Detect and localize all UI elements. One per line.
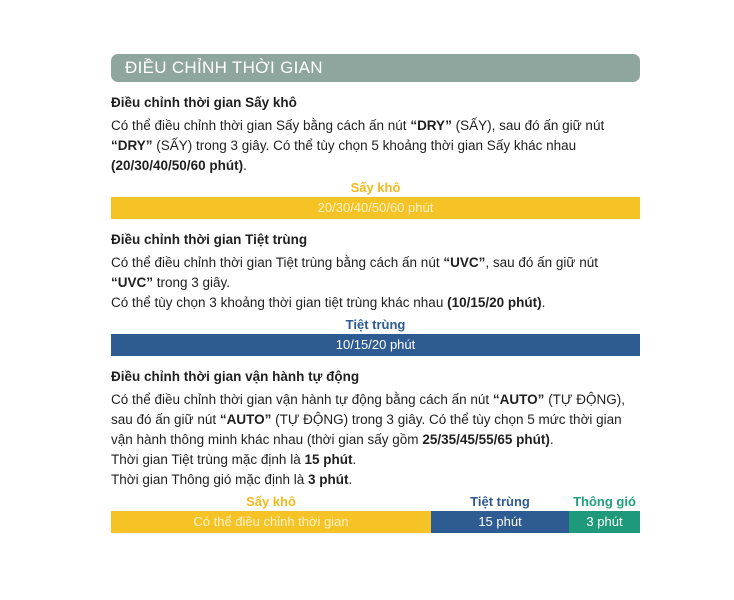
- auto-bar-labels: [111, 490, 640, 511]
- text: .: [243, 158, 247, 173]
- text: Có thể tùy chọn 3 khoảng thời gian tiệt trùng khác nhau: [111, 295, 448, 310]
- uvc-default: 15 phút: [304, 452, 353, 467]
- dry-key: “DRY”: [111, 138, 153, 153]
- dry-options: (20/30/40/50/60 phút): [111, 158, 244, 173]
- timer-adjustment-section: [111, 54, 640, 533]
- text: Thời gian Tiệt trùng mặc định là: [111, 452, 305, 467]
- uvc-description: [111, 253, 640, 313]
- text: (TỰ ĐỘNG) trong 3 giây. Có thể tùy chọn 5 mức thời gian: [271, 412, 622, 427]
- auto-key: “AUTO”: [492, 392, 545, 407]
- auto-options: 25/35/45/55/65 phút): [422, 432, 550, 447]
- auto-fan-label: Thông gió: [573, 494, 636, 509]
- dry-key: “DRY”: [410, 118, 452, 133]
- auto-line-2: [111, 410, 640, 430]
- text: Có thể điều chỉnh thời gian Tiệt trùng bằng cách ấn nút: [111, 255, 444, 270]
- text: .: [549, 432, 554, 447]
- uvc-line-1: [111, 253, 640, 273]
- dry-description: [111, 116, 640, 176]
- dry-heading: Điều chỉnh thời gian Sấy khô: [111, 95, 297, 110]
- uvc-options: (10/15/20 phút): [447, 295, 542, 310]
- text: (SẤY), sau đó ấn giữ nút: [451, 118, 605, 133]
- auto-heading: Điều chỉnh thời gian vận hành tự động: [111, 369, 360, 384]
- uvc-line-2: [111, 273, 640, 293]
- text: Thời gian Thông gió mặc định là: [111, 472, 308, 487]
- auto-line-1: [111, 390, 640, 410]
- text: Có thể điều chỉnh thời gian vận hành tự động bằng cách ấn nút: [111, 392, 493, 407]
- text: .: [352, 452, 357, 467]
- uvc-line-3: [111, 293, 640, 313]
- text: .: [348, 472, 353, 487]
- auto-description: [111, 390, 640, 490]
- text: (SẤY) trong 3 giây. Có thể tùy chọn 5 khoảng thời gian Sấy khác nhau: [152, 138, 577, 153]
- auto-line-5: [111, 470, 640, 490]
- dry-bar-label: Sấy khô: [350, 180, 401, 195]
- dry-line-3: [111, 156, 640, 176]
- uvc-heading: Điều chỉnh thời gian Tiệt trùng: [111, 232, 308, 247]
- auto-bar: [111, 511, 640, 533]
- section-title: ĐIỀU CHỈNH THỜI GIAN: [111, 54, 640, 82]
- auto-uvc-label: Tiệt trùng: [470, 494, 530, 509]
- text: (TỰ ĐỘNG),: [544, 392, 625, 407]
- auto-fan-segment: 3 phút: [569, 511, 640, 533]
- dry-line-2: [111, 136, 640, 156]
- text: vận hành thông minh khác nhau (thời gian sấy gồm: [111, 432, 423, 447]
- text: sau đó ấn giữ nút: [111, 412, 220, 427]
- auto-dry-label: Sấy khô: [246, 494, 296, 509]
- auto-dry-segment: Có thể điều chỉnh thời gian: [111, 511, 431, 533]
- dry-bar: 20/30/40/50/60 phút: [111, 197, 640, 219]
- uvc-bar: 10/15/20 phút: [111, 334, 640, 356]
- text: Có thể điều chỉnh thời gian Sấy bằng cách ấn nút: [111, 118, 411, 133]
- uvc-key: “UVC”: [443, 255, 486, 270]
- fan-default: 3 phút: [307, 472, 349, 487]
- text: , sau đó ấn giữ nút: [485, 255, 598, 270]
- text: .: [541, 295, 546, 310]
- auto-uvc-segment: 15 phút: [431, 511, 569, 533]
- uvc-bar-label: Tiệt trùng: [345, 317, 406, 332]
- uvc-key: “UVC”: [111, 275, 154, 290]
- auto-line-4: [111, 450, 640, 470]
- text: trong 3 giây.: [153, 275, 231, 290]
- auto-line-3: [111, 430, 640, 450]
- dry-line-1: [111, 116, 640, 136]
- auto-key: “AUTO”: [219, 412, 272, 427]
